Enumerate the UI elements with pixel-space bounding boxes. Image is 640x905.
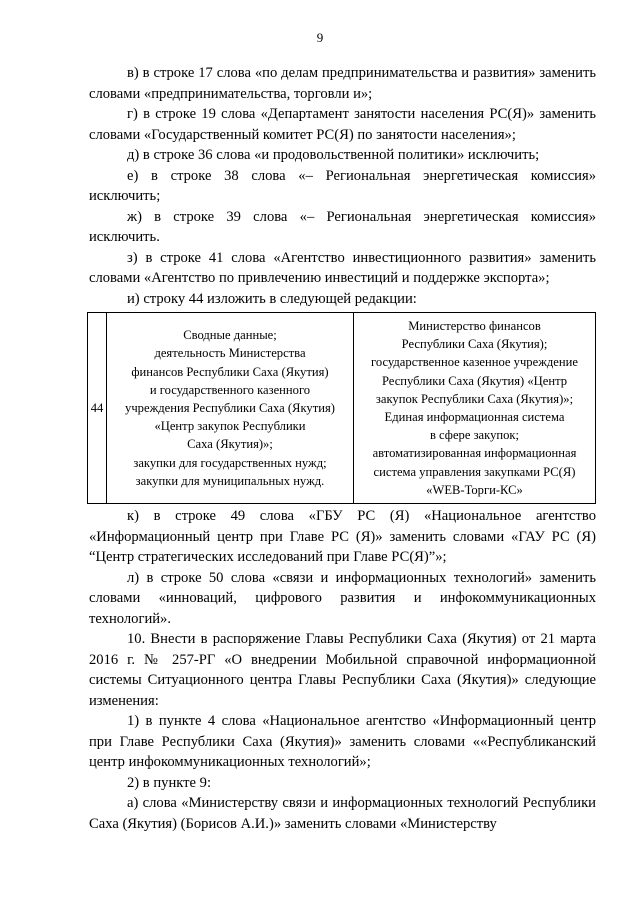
- cell-line: финансов Республики Саха (Якутия): [131, 364, 329, 379]
- row-number-cell: 44: [88, 313, 107, 504]
- document-body: [89, 63, 596, 834]
- paragraph-1: 1) в пункте 4 слова «Национальное агентство «Информационный центр при Главе Республики Саха (Якутия)» заменить словами ««Республиканский центр инфокоммуникационных технологий»;: [89, 713, 596, 771]
- paragraph-2: 2) в пункте 9:: [127, 774, 212, 791]
- paragraph-d: д) в строке 36 слова «и продовольственной политики» исключить;: [127, 147, 540, 163]
- cell-line: закупки для государственных нужд;: [133, 455, 327, 470]
- cell-line: деятельность Министерства: [154, 346, 306, 361]
- responsible-cell: [354, 313, 596, 504]
- cell-line: система управления закупками РС(Я): [373, 464, 576, 479]
- paragraph-zh: ж) в строке 39 слова «– Региональная энергетическая комиссия» исключить.: [89, 208, 596, 245]
- cell-line: «Центр закупок Республики: [154, 419, 306, 434]
- cell-line: Саха (Якутия)»;: [187, 437, 273, 452]
- row-44-table: [87, 312, 596, 504]
- paragraph-g: г) в строке 19 слова «Департамент занятости населения РС(Я)» заменить словами «Государственный комитет РС(Я) по занятости населения»;: [89, 106, 596, 143]
- cell-line: и государственного казенного: [149, 382, 311, 397]
- cell-line: Министерство финансов: [408, 319, 541, 333]
- paragraph-v: в) в строке 17 слова «по делам предпринимательства и развития» заменить словами «предпринимательства, торговли и»;: [89, 65, 596, 102]
- page-number: 9: [316, 30, 324, 45]
- paragraph-l: л) в строке 50 слова «связи и информационных технологий» заменить словами «инноваций, цифрового развития и инфокоммуникационных технологий».: [89, 569, 596, 627]
- table-row: [88, 313, 596, 504]
- data-description-cell: [107, 313, 354, 504]
- cell-line: в сфере закупок;: [429, 428, 520, 443]
- paragraph-z: з) в строке 41 слова «Агентство инвестиционного развития» заменить словами «Агентство по привлечению инвестиций и поддержке экспорта»;: [89, 249, 596, 286]
- cell-line: закупок Республики Саха (Якутия)»;: [375, 391, 574, 406]
- paragraph-k: к) в строке 49 слова «ГБУ РС (Я) «Национальное агентство «Информационный центр при Главе РС (Я)» заменить словами «ГАУ РС (Я) “Центр стратегических исследований при Главе РС(Я)”»;: [89, 508, 596, 566]
- cell-line: Республики Саха (Якутия);: [401, 337, 548, 352]
- cell-line: учреждения Республики Саха (Якутия): [125, 400, 335, 415]
- cell-line: закупки для муниципальных нужд.: [135, 473, 325, 488]
- cell-line: автоматизированная информационная: [372, 446, 577, 461]
- cell-line: Сводные данные;: [183, 328, 277, 343]
- paragraph-a: а) слова «Министерству связи и информационных технологий Республики Саха (Якутия) (Борисов А.И.)» заменить словами «Министерству: [89, 795, 596, 832]
- paragraph-e: е) в строке 38 слова «– Региональная энергетическая комиссия» исключить;: [89, 167, 596, 204]
- cell-line: Республики Саха (Якутия) «Центр: [381, 373, 568, 388]
- paragraph-10: 10. Внести в распоряжение Главы Республики Саха (Якутия) от 21 марта 2016 г. № 257-РГ «О внедрении Мобильной справочной информационной системы Ситуационного центра Главы Республики Саха (Якутия)» следующие изменения:: [89, 631, 596, 709]
- cell-line: Единая информационная система: [384, 410, 565, 425]
- cell-line: государственное казенное учреждение: [371, 355, 578, 370]
- cell-line: «WEB-Торги-КС»: [426, 482, 523, 497]
- paragraph-i: и) строку 44 изложить в следующей редакции:: [127, 290, 417, 307]
